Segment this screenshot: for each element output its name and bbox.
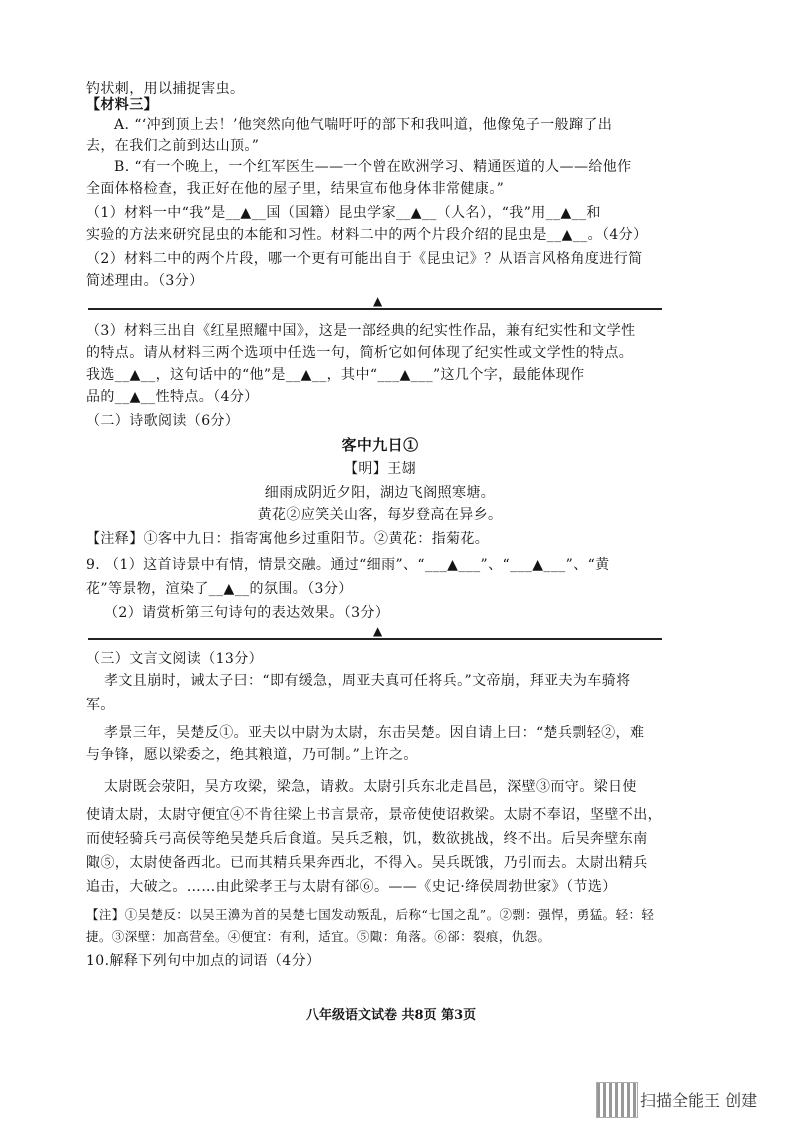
question-line: 9. （1）这首诗景中有情，情景交融。通过“细雨”、“___▲___”、“___▲___”、“黄 — [86, 557, 610, 573]
question-line: 我选__▲__，这句话中的“他”是__▲__，其中“___▲___”这几个字，最能体现作 — [86, 367, 585, 383]
poem-line: 黄花②应笑关山客，每岁登高在异乡。 — [257, 507, 503, 523]
answer-line — [88, 638, 662, 640]
answer-marker-icon: ▲ — [373, 294, 383, 308]
section-heading: 【材料三】 — [86, 97, 158, 113]
answer-marker-icon: ▲ — [373, 624, 383, 638]
passage-line: 而使轻骑兵弓高侯等绝吴楚兵后食道。吴兵乏粮，饥，数欲挑战，终不出。后吴奔壁东南 — [86, 831, 648, 847]
section-heading: （二）诗歌阅读（6分） — [86, 413, 240, 429]
page-footer: 八年级语文试卷 共8页 第3页 — [306, 1008, 477, 1023]
poem-title: 客中九日① — [341, 436, 419, 454]
annotation-line: 【注释】①客中九日：指寄寓他乡过重阳节。②黄花：指菊花。 — [86, 531, 490, 547]
scanner-label: 扫描全能王 创建 — [640, 1091, 758, 1110]
passage-line: 孝景三年，吴楚反①。亚夫以中尉为太尉，东击吴楚。因自请上曰：“楚兵剽轻②，难 — [104, 725, 645, 741]
question-line: 实验的方法来研究昆虫的本能和习性。材料二中的两个片段介绍的昆虫是__▲__。（4分） — [86, 227, 648, 243]
question-line: （2）请赏析第三句诗句的表达效果。（3分） — [104, 605, 390, 621]
section-heading: （三）文言文阅读（13分） — [86, 651, 264, 667]
passage-line: 与争锋，愿以梁委之，绝其粮道，乃可制。”上许之。 — [86, 747, 418, 763]
answer-line — [88, 308, 662, 310]
passage-line: 军。 — [86, 697, 115, 713]
text-line: 去，在我们之前到达山顶。” — [86, 138, 260, 154]
question-line: （1）材料一中“我”是__▲__国（国籍）昆虫学家__▲__（人名），“我”用__▲__和 — [86, 205, 601, 221]
poem-author: 【明】王翃 — [344, 461, 416, 477]
text-line: 钓状刺，用以捕捉害虫。 — [86, 81, 245, 97]
poem-line: 细雨成阴近夕阳，湖边飞阁照寒塘。 — [264, 485, 496, 501]
passage-line: 追击，大破之。……由此梁孝王与太尉有郤⑥。——《史记·绛侯周勃世家》（节选） — [86, 879, 617, 895]
qr-code-icon — [596, 1082, 638, 1118]
passage-line: 太尉既会荥阳，吴方攻梁，梁急，请救。太尉引兵东北走昌邑，深壁③而守。梁日使 — [104, 779, 637, 795]
passage-line: 使请太尉，太尉守便宜④不肯往梁上书言景帝，景帝使使诏救梁。太尉不奉诏，坚壁不出， — [86, 807, 662, 823]
question-line: 品的__▲__性特点。（4分） — [86, 389, 259, 405]
passage-line: 陬⑤，太尉使备西北。已而其精兵果奔西北，不得入。吴兵既饿，乃引而去。太尉出精兵 — [86, 855, 648, 871]
question-line: 简述理由。（3分） — [86, 273, 204, 289]
question-line: 10.解释下列句中加点的词语（4分） — [86, 953, 321, 969]
question-line: 的特点。请从材料三两个选项中任选一句，简析它如何体现了纪实性或文学性的特点。 — [86, 345, 634, 361]
passage-line: 孝文且崩时，诫太子曰：“即有缓急，周亚夫真可任将兵。”文帝崩，拜亚夫为车骑将 — [104, 673, 631, 689]
scanner-watermark — [596, 1080, 776, 1120]
text-line: 全面体格检查，我正好在他的屋子里，结果宣布他身体非常健康。” — [86, 181, 505, 197]
text-line: A. “‘冲到顶上去！’他突然向他气喘吁吁的部下和我叫道，他像兔子一般蹿了出 — [114, 117, 613, 133]
question-line: 花”等景物，渲染了__▲__的氛围。（3分） — [86, 581, 353, 597]
text-line: B. “有一个晚上，一个红军医生——一个曾在欧洲学习、精通医道的人——给他作 — [114, 159, 632, 175]
note-line: 【注】①吴楚反：以吴王濞为首的吴楚七国发动叛乱，后称“七国之乱”。②剽：强悍，勇猛。轻：轻 — [86, 907, 655, 922]
note-line: 捷。③深壁：加高营垒。④便宜：有利，适宜。⑤陬：角落。⑥郤：裂痕，仇怨。 — [86, 929, 551, 944]
question-line: （2）材料二中的两个片段，哪一个更有可能出自于《昆虫记》？从语言风格角度进行简 — [86, 251, 643, 267]
question-line: （3）材料三出自《红星照耀中国》，这是一部经典的纪实性作品，兼有纪实性和文学性 — [86, 323, 636, 339]
